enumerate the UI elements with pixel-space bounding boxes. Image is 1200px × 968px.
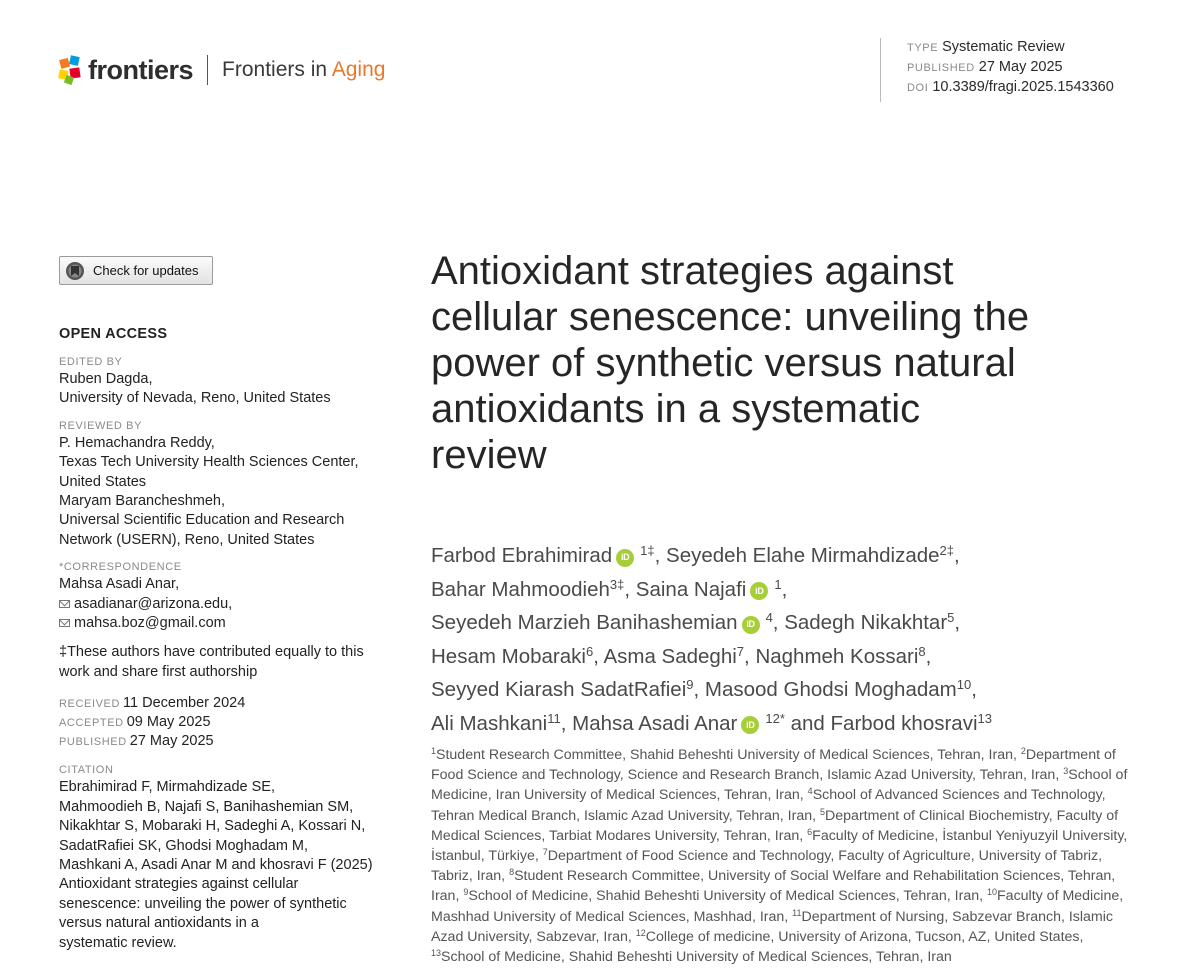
citation-line: Mahmoodieh B, Najafi S, Banihashemian SM, bbox=[59, 798, 354, 815]
date-label: ACCEPTED bbox=[59, 717, 124, 730]
affiliation-text: Faculty of Medicine, İstanbul Yeniyuzyil University, İstanbul, Türkiye, bbox=[431, 827, 1128, 865]
journal-name: Frontiers in Aging bbox=[222, 58, 386, 81]
reviewer-line: United States bbox=[59, 473, 147, 490]
article-meta bbox=[880, 38, 1114, 102]
affiliation-number: 5 bbox=[820, 806, 826, 817]
affiliation-number: 6 bbox=[807, 826, 813, 837]
author-affiliation-mark: 5 bbox=[947, 610, 955, 625]
citation-line: Ebrahimirad F, Mirmahdizade SE, bbox=[59, 779, 275, 796]
date-row bbox=[59, 713, 394, 732]
sidebar bbox=[59, 326, 394, 963]
author-affiliation-mark: 13 bbox=[977, 710, 992, 726]
author-separator: , bbox=[744, 644, 756, 668]
author-separator: , bbox=[593, 644, 604, 668]
author-name[interactable]: Ali Mashkani bbox=[431, 711, 548, 735]
author-affiliation-mark: 2‡ bbox=[939, 543, 955, 558]
affiliation-text: Student Research Committee, Shahid Beheshti University of Medical Sciences, Tehran, Iran, bbox=[436, 747, 1021, 763]
mail-icon bbox=[59, 619, 70, 627]
reviewer-line: Maryam Barancheshmeh, bbox=[59, 493, 226, 510]
editor-line: Ruben Dagda, bbox=[59, 371, 153, 387]
title-line: Antioxidant strategies against bbox=[431, 249, 954, 293]
date-value: 11 December 2024 bbox=[123, 695, 246, 712]
date-value: 09 May 2025 bbox=[126, 714, 211, 731]
check-updates-label: Check for updates bbox=[93, 263, 199, 278]
author-line bbox=[431, 674, 1151, 708]
reviewer-line: Texas Tech University Health Sciences Center, bbox=[59, 454, 359, 471]
author-affiliation-mark: 1‡ bbox=[640, 543, 655, 558]
orcid-icon[interactable]: iD bbox=[616, 549, 634, 567]
footnote-line: ‡These authors have contributed equally to this bbox=[59, 644, 364, 661]
author-affiliation-mark: 6 bbox=[585, 643, 594, 659]
affiliation-text: Department of Food Science and Technology, Science and Research Branch, Islamic Azad University, Tehran, Iran, bbox=[431, 747, 1116, 784]
author-line bbox=[431, 641, 1151, 675]
reviewer-line: Network (USERN), Reno, United States bbox=[59, 531, 315, 548]
affiliation-text: College of medicine, University of Arizona, Tucson, AZ, United States, bbox=[645, 928, 1084, 945]
title-line: antioxidants in a systematic bbox=[431, 387, 921, 431]
affiliations bbox=[431, 746, 1131, 968]
author-name[interactable]: Seyedeh Elahe Mirmahdizade bbox=[666, 544, 940, 567]
author-separator: , bbox=[560, 711, 573, 735]
author-name[interactable]: Bahar Mahmoodieh bbox=[431, 577, 610, 601]
reviewer-line: Universal Scientific Education and Research bbox=[59, 512, 345, 529]
author-name[interactable]: Farbod khosravi bbox=[830, 711, 978, 735]
affiliation-text: Faculty of Medicine, Mashhad University of Medical Sciences, Mashhad, Iran, bbox=[431, 888, 1124, 925]
citation-line: SadatRafiei SK, Ghodsi Moghadam M, bbox=[59, 837, 309, 854]
edited-by-section: EDITED BY Ruben Dagda, University of Nevada, Reno, United States bbox=[59, 355, 394, 409]
citation-line: systematic review. bbox=[59, 934, 177, 951]
equal-contribution-note bbox=[59, 643, 394, 682]
publisher-name: frontiers bbox=[88, 54, 194, 85]
affiliation-number: 3 bbox=[1063, 766, 1069, 777]
correspondence-name: Mahsa Asadi Anar, bbox=[59, 576, 180, 593]
open-access-label: OPEN ACCESS bbox=[59, 326, 168, 342]
orcid-icon[interactable]: iD bbox=[741, 716, 759, 734]
affiliation-number: 9 bbox=[463, 887, 469, 898]
affiliation-number: 11 bbox=[792, 907, 802, 918]
citation-line: Nikakhtar S, Mobaraki H, Sadeghi A, Kossari N, bbox=[59, 818, 366, 835]
citation-line: senescence: unveiling the power of synthetic bbox=[59, 895, 347, 912]
author-line bbox=[431, 708, 1151, 742]
email-line[interactable] bbox=[59, 595, 394, 614]
author-line bbox=[431, 574, 1151, 608]
citation-line: Antioxidant strategies against cellular bbox=[59, 876, 299, 893]
citation-line: versus natural antioxidants in a bbox=[59, 915, 259, 932]
author-name[interactable]: Seyyed Kiarash SadatRafiei bbox=[431, 678, 687, 701]
author-name[interactable]: Mahsa Asadi Anar bbox=[572, 711, 738, 735]
title-line: cellular senescence: unveiling the bbox=[431, 295, 1030, 339]
author-affiliation-mark: 1 bbox=[774, 576, 782, 592]
affiliation-text: School of Medicine, Shahid Beheshti University of Medical Sciences, Tehran, Iran bbox=[441, 949, 952, 966]
article-title bbox=[431, 248, 1151, 478]
affiliation-text: School of Medicine, Shahid Beheshti University of Medical Sciences, Tehran, Iran, bbox=[468, 888, 987, 905]
date-row bbox=[59, 732, 394, 751]
author-separator: , bbox=[954, 611, 961, 634]
affiliation-number: 10 bbox=[987, 887, 998, 898]
author-separator: , bbox=[925, 644, 932, 668]
affiliation-text: Department of Clinical Biochemistry, Faculty of Medical Sciences, Tarbiat Modares University, Tehran, Iran, bbox=[431, 807, 1119, 844]
author-line bbox=[431, 607, 1151, 641]
affiliation-text: Department of Nursing, Sabzevar Branch, Islamic Azad University, Sabzevar, Iran, bbox=[431, 908, 1113, 945]
reviewer-line: P. Hemachandra Reddy, bbox=[59, 434, 215, 451]
affiliation-text: School of Advanced Sciences and Technology, Tehran Medical Branch, Islamic Azad University, Tehran, Iran, bbox=[431, 787, 1106, 824]
affiliation-text: School of Medicine, Iran University of Medical Sciences, Tehran, Iran, bbox=[431, 767, 1128, 804]
author-line bbox=[431, 540, 1151, 574]
email-line[interactable] bbox=[59, 614, 394, 633]
check-for-updates-button[interactable] bbox=[59, 256, 213, 285]
date-label: RECEIVED bbox=[59, 698, 121, 711]
orcid-icon[interactable]: iD bbox=[742, 616, 760, 634]
title-line: review bbox=[431, 433, 547, 477]
author-affiliation-mark: 3‡ bbox=[609, 576, 625, 592]
author-separator: , bbox=[624, 577, 636, 601]
author-name[interactable]: Hesam Mobaraki bbox=[431, 644, 586, 668]
author-separator: , bbox=[654, 544, 667, 567]
dates-section bbox=[59, 694, 394, 751]
author-name[interactable]: Farbod Ebrahimirad bbox=[431, 544, 613, 567]
header-divider bbox=[207, 55, 208, 85]
frontiers-cube-icon bbox=[58, 55, 84, 85]
mail-icon bbox=[59, 600, 70, 608]
orcid-icon[interactable]: iD bbox=[750, 582, 768, 600]
email-address[interactable]: mahsa.boz@gmail.com bbox=[74, 615, 226, 632]
check-updates-icon bbox=[65, 261, 85, 281]
email-address[interactable]: asadianar@arizona.edu, bbox=[74, 595, 233, 612]
affiliation-text: Department of Food Science and Technology, Faculty of Agriculture, University of Tabriz, Tabriz, Iran, bbox=[431, 848, 1103, 885]
author-list bbox=[431, 540, 1151, 741]
author-name[interactable]: Saina Najafi bbox=[635, 577, 747, 601]
author-affiliation-mark: 11 bbox=[547, 710, 561, 726]
author-separator: , bbox=[781, 577, 788, 601]
editor-line: University of Nevada, Reno, United States bbox=[59, 390, 331, 407]
correspondence-section: *CORRESPONDENCE Mahsa Asadi Anar, asadianar@arizona.edu, mahsa.boz@gmail.com bbox=[59, 560, 394, 633]
journal-header bbox=[58, 52, 385, 88]
date-row bbox=[59, 694, 394, 713]
author-name[interactable]: Seyedeh Marzieh Banihashemian bbox=[431, 611, 738, 634]
affiliation-number: 1 bbox=[431, 746, 437, 756]
date-label: PUBLISHED bbox=[59, 736, 127, 749]
author-affiliation-mark: 7 bbox=[736, 643, 745, 659]
reviewed-by-section: REVIEWED BY P. Hemachandra Reddy, Texas Tech University Health Sciences Center, United States Maryam Barancheshmeh, Universal Scientific Education and Research Network (USERN), Reno, United States bbox=[59, 419, 394, 550]
meta-published: PUBLISHED 27 May 2025 bbox=[907, 59, 1063, 75]
author-separator: , bbox=[772, 611, 785, 634]
author-name[interactable]: Asma Sadeghi bbox=[603, 644, 737, 668]
author-name[interactable]: Sadegh Nikakhtar bbox=[784, 611, 948, 634]
title-line: power of synthetic versus natural bbox=[431, 341, 1016, 385]
author-affiliation-mark: 8 bbox=[918, 643, 926, 659]
author-name[interactable]: Masood Ghodsi Moghadam bbox=[704, 678, 957, 701]
author-separator: and bbox=[784, 711, 831, 735]
author-separator: , bbox=[954, 544, 960, 567]
affiliation-number: 12 bbox=[635, 927, 646, 938]
author-affiliation-mark: 9 bbox=[686, 677, 694, 692]
author-name[interactable]: Naghmeh Kossari bbox=[755, 644, 919, 668]
meta-doi: DOI 10.3389/fragi.2025.1543360 bbox=[907, 79, 1114, 95]
author-affiliation-mark: 4 bbox=[765, 610, 773, 625]
citation-line: Mashkani A, Asadi Anar M and khosravi F (2025) bbox=[59, 856, 373, 873]
affiliation-number: 2 bbox=[1020, 746, 1026, 756]
author-separator: , bbox=[693, 678, 705, 701]
affiliation-number: 13 bbox=[431, 948, 442, 959]
author-affiliation-mark: 12* bbox=[765, 710, 785, 726]
affiliation-text: Student Research Committee, University of Social Welfare and Rehabilitation Sciences, Tehran, Iran, bbox=[431, 868, 1116, 905]
author-separator: , bbox=[971, 678, 977, 701]
footnote-line: work and share first authorship bbox=[59, 663, 258, 680]
affiliation-number: 4 bbox=[807, 786, 813, 797]
date-value: 27 May 2025 bbox=[129, 733, 214, 750]
affiliation-number: 8 bbox=[509, 867, 515, 878]
author-affiliation-mark: 10 bbox=[956, 677, 972, 692]
meta-type: TYPE Systematic Review bbox=[907, 39, 1065, 55]
citation-section: CITATION Ebrahimirad F, Mirmahdizade SE, Mahmoodieh B, Najafi S, Banihashemian SM, Nikakhtar S, Mobaraki H, Sadeghi A, Kossari N, SadatRafiei SK, Ghodsi Moghadam M, Mashkani A, Asadi Anar M and khosravi F (2025) Antioxidant strategies against cellular senescence: unveiling the power of synthetic versus natural antioxidants in a systematic review. bbox=[59, 763, 394, 953]
affiliation-number: 7 bbox=[542, 847, 548, 858]
